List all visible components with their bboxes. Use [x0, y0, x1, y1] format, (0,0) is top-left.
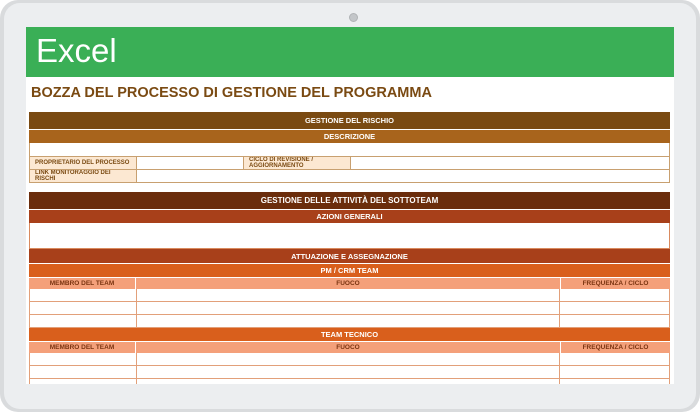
table-row[interactable] [29, 366, 670, 379]
general-actions-header: AZIONI GENERALI [29, 209, 670, 223]
column-header-member: MEMBRO DEL TEAM [29, 278, 136, 289]
table-row[interactable] [29, 379, 670, 384]
risk-header: GESTIONE DEL RISCHIO [29, 112, 670, 129]
subteam-header: GESTIONE DELLE ATTIVITÀ DEL SOTTOTEAM [29, 192, 670, 209]
table-row[interactable] [29, 353, 670, 366]
review-cycle-value[interactable] [351, 157, 669, 169]
column-header-row [29, 341, 670, 353]
implementation-header: ATTUAZIONE E ASSEGNAZIONE [29, 249, 670, 263]
column-header-frequency: FREQUENZA / CICLO [582, 344, 649, 351]
excel-banner [26, 27, 674, 77]
spreadsheet-screen [26, 27, 674, 384]
table-row[interactable] [29, 302, 670, 315]
table-row[interactable] [29, 289, 670, 302]
owner-value[interactable] [137, 157, 244, 169]
column-header-row [29, 277, 670, 289]
owner-label: PROPRIETARIO DEL PROCESSO [30, 157, 137, 169]
excel-logo: Excel [36, 32, 117, 69]
column-header-focus: FUOCO [136, 342, 561, 353]
group-header-pm-crm: PM / CRM TEAM [29, 263, 670, 277]
table-row[interactable] [29, 315, 670, 328]
risk-link-label: LINK MONITORAGGIO DEI RISCHI [30, 170, 137, 182]
risk-description-header: DESCRIZIONE [29, 129, 670, 143]
subteam-section [29, 192, 670, 384]
camera-icon [349, 13, 358, 22]
column-header-member: MEMBRO DEL TEAM [29, 342, 136, 353]
risk-link-row [29, 170, 670, 183]
column-header-focus: FUOCO [136, 278, 561, 289]
risk-description-row[interactable] [29, 143, 670, 157]
general-actions-row[interactable] [29, 223, 670, 249]
group-header-technical: TEAM TECNICO [29, 328, 670, 341]
risk-section [29, 112, 670, 183]
review-cycle-label: CICLO DI REVISIONE / AGGIORNAMENTO [244, 157, 351, 169]
risk-link-value[interactable] [137, 170, 669, 182]
document-title: BOZZA DEL PROCESSO DI GESTIONE DEL PROGRAMMA [31, 85, 432, 101]
risk-owner-row [29, 157, 670, 170]
column-header-frequency: FREQUENZA / CICLO [582, 280, 649, 287]
